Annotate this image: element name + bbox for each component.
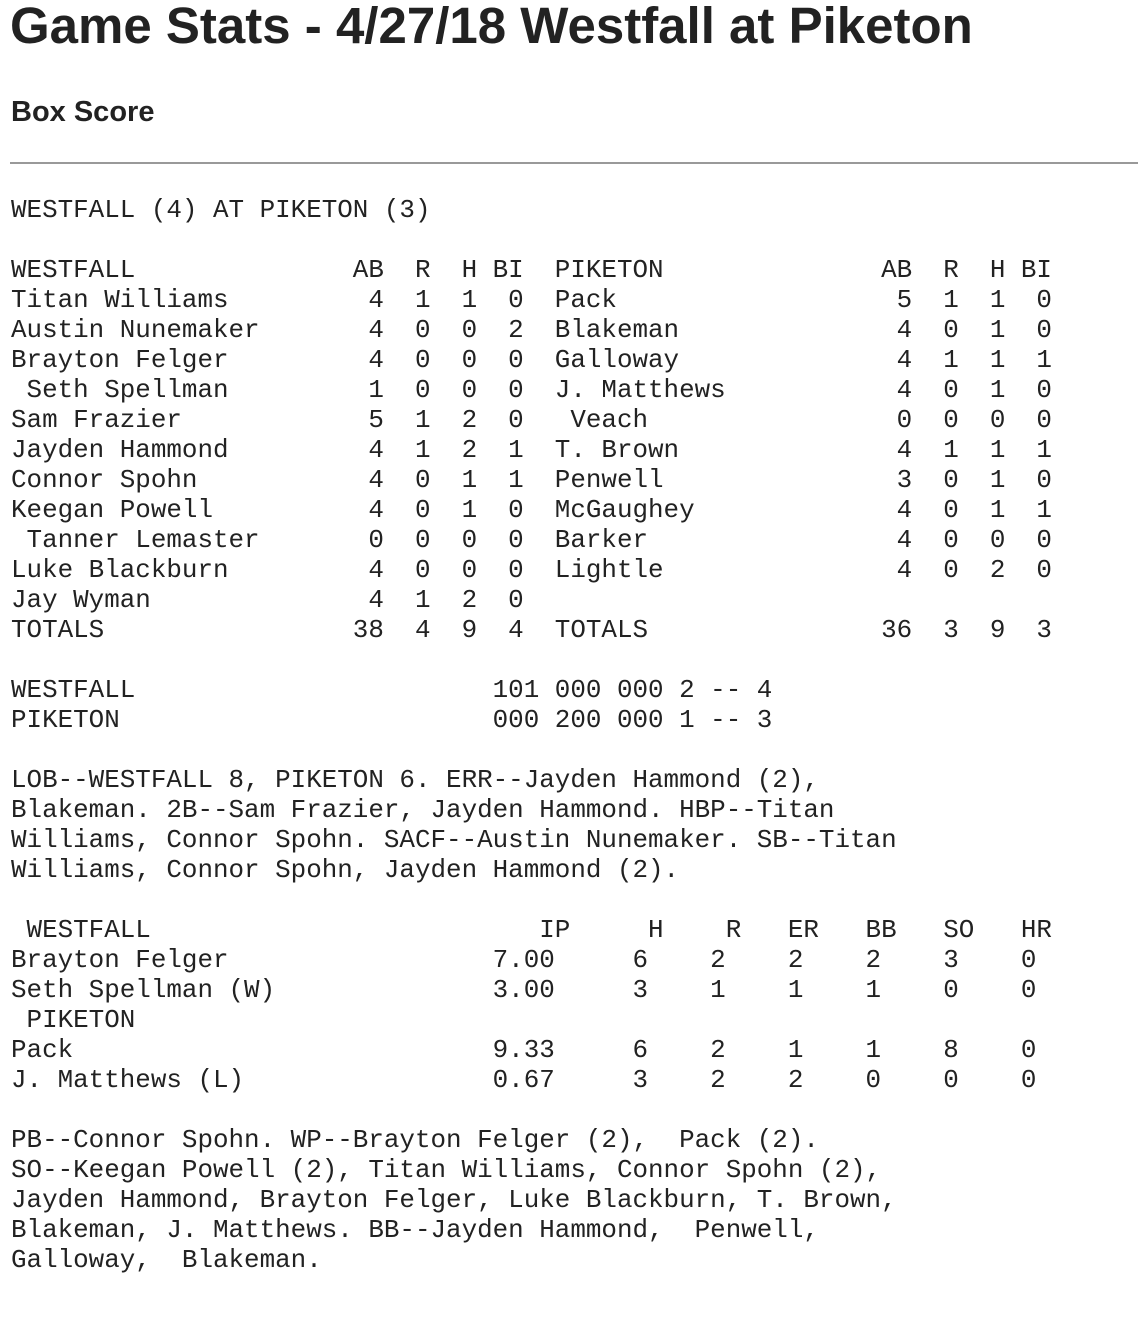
box-score-line: Brayton Felger 7.00 6 2 2 2 3 0 [11, 945, 1037, 975]
box-score-line: WESTFALL IP H R ER BB SO HR [11, 915, 1052, 945]
box-score-line: Jayden Hammond, Brayton Felger, Luke Blackburn, T. Brown, [11, 1185, 897, 1215]
box-score-text [11, 195, 1052, 1275]
box-score-line [11, 1095, 1052, 1125]
box-score-line: Williams, Connor Spohn. SACF--Austin Nunemaker. SB--Titan [11, 825, 897, 855]
horizontal-divider [10, 162, 1138, 164]
box-score-line: PIKETON 000 200 000 1 -- 3 [11, 705, 773, 735]
box-score-line: LOB--WESTFALL 8, PIKETON 6. ERR--Jayden Hammond (2), [11, 765, 819, 795]
box-score-line: PB--Connor Spohn. WP--Brayton Felger (2), Pack (2). [11, 1125, 819, 1155]
box-score-line: Luke Blackburn 4 0 0 0 Lightle 4 0 2 0 [11, 555, 1052, 585]
box-score-line [11, 645, 1052, 675]
section-title: Box Score [11, 96, 155, 128]
box-score-line: Keegan Powell 4 0 1 0 McGaughey 4 0 1 1 [11, 495, 1052, 525]
box-score-line: Jayden Hammond 4 1 2 1 T. Brown 4 1 1 1 [11, 435, 1052, 465]
box-score-line: Seth Spellman 1 0 0 0 J. Matthews 4 0 1 0 [11, 375, 1052, 405]
box-score-line: Blakeman. 2B--Sam Frazier, Jayden Hammond. HBP--Titan [11, 795, 835, 825]
box-score-line: Connor Spohn 4 0 1 1 Penwell 3 0 1 0 [11, 465, 1052, 495]
box-score-line: Galloway, Blakeman. [11, 1245, 322, 1275]
box-score-line: Brayton Felger 4 0 0 0 Galloway 4 1 1 1 [11, 345, 1052, 375]
box-score-line [11, 885, 1052, 915]
box-score-line: TOTALS 38 4 9 4 TOTALS 36 3 9 3 [11, 615, 1052, 645]
box-score-line: WESTFALL (4) AT PIKETON (3) [11, 195, 431, 225]
box-score-line: PIKETON [11, 1005, 136, 1035]
box-score-line: Blakeman, J. Matthews. BB--Jayden Hammond, Penwell, [11, 1215, 819, 1245]
box-score-line [11, 735, 1052, 765]
page-title: Game Stats - 4/27/18 Westfall at Piketon [10, 0, 973, 54]
box-score-line: Jay Wyman 4 1 2 0 [11, 585, 524, 615]
box-score-line: Tanner Lemaster 0 0 0 0 Barker 4 0 0 0 [11, 525, 1052, 555]
box-score-line: Sam Frazier 5 1 2 0 Veach 0 0 0 0 [11, 405, 1052, 435]
box-score-line: Pack 9.33 6 2 1 1 8 0 [11, 1035, 1037, 1065]
box-score-line: J. Matthews (L) 0.67 3 2 2 0 0 0 [11, 1065, 1037, 1095]
box-score-line: SO--Keegan Powell (2), Titan Williams, Connor Spohn (2), [11, 1155, 882, 1185]
box-score-line: Austin Nunemaker 4 0 0 2 Blakeman 4 0 1 0 [11, 315, 1052, 345]
box-score-line: Seth Spellman (W) 3.00 3 1 1 1 0 0 [11, 975, 1037, 1005]
box-score-line: Titan Williams 4 1 1 0 Pack 5 1 1 0 [11, 285, 1052, 315]
box-score-line: WESTFALL 101 000 000 2 -- 4 [11, 675, 773, 705]
box-score-line: Williams, Connor Spohn, Jayden Hammond (2). [11, 855, 680, 885]
box-score-line: WESTFALL AB R H BI PIKETON AB R H BI [11, 255, 1052, 285]
box-score-line [11, 225, 1052, 255]
